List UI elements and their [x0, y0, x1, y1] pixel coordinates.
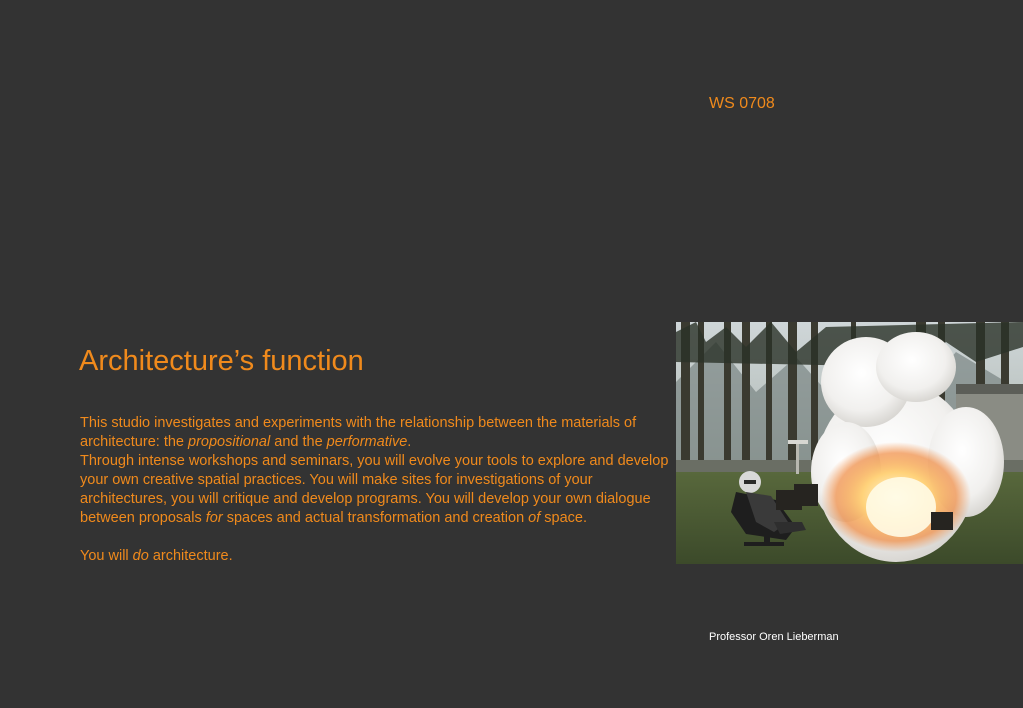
intro-p1-emphasis-2: performative: [326, 434, 408, 450]
professor-credit: Professor Oren Lieberman: [709, 631, 839, 643]
semester-label: WS 0708: [709, 95, 775, 112]
intro-paragraph-2: [80, 452, 680, 528]
intro-p2-text-a: Through intense workshops and seminars, you will evolve your tools to explore and develop your own creative spatial practices. You will make sites for investigations of your architectures, you will critique and develop programs. You will develop your own dialogue between proposals: [80, 453, 669, 526]
page-title: Architecture’s function: [79, 345, 364, 377]
intro-p2-emphasis-2: of: [528, 510, 541, 526]
intro-p1-text-c: .: [407, 434, 412, 450]
intro-p3-text-b: architecture.: [148, 548, 233, 564]
intro-text: [80, 414, 680, 566]
explosion-photo-illustration: [676, 322, 1023, 564]
explosion-photo: [676, 322, 1023, 564]
intro-p2-emphasis-1: for: [205, 510, 223, 526]
intro-p3-text-a: You will: [80, 548, 133, 564]
intro-p1-text-b: and the: [270, 434, 327, 450]
intro-p1-emphasis-1: propositional: [188, 434, 271, 450]
intro-p1-text-a: This studio investigates and experiments with the relationship between the materials of architecture: the: [80, 415, 637, 450]
intro-p2-text-b: spaces and actual transformation and creation: [222, 510, 529, 526]
paragraph-spacer: [80, 528, 680, 547]
intro-p3-emphasis: do: [132, 548, 149, 564]
intro-p2-text-c: space.: [540, 510, 587, 526]
intro-paragraph-1: [80, 414, 680, 452]
intro-paragraph-3: [80, 547, 680, 566]
